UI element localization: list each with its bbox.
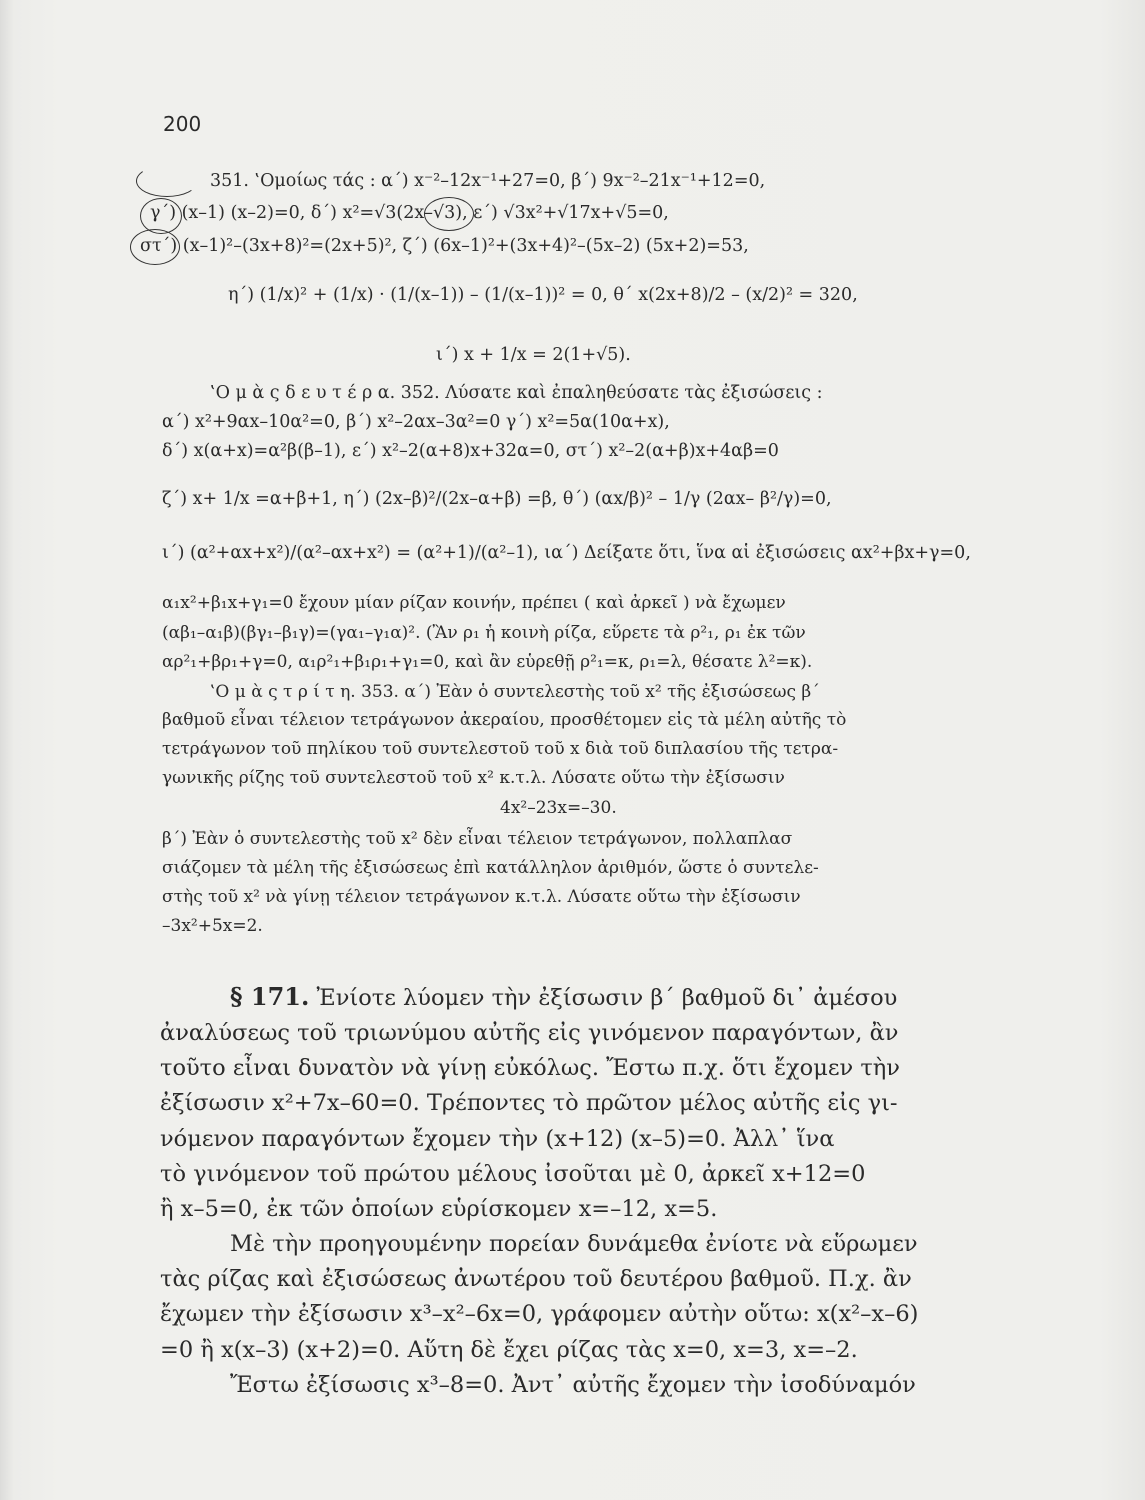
exercise-line: σιάζομεν τὰ μέλη τῆς ἐξισώσεως ἐπὶ κατάλληλον ἀριθμόν, ὥστε ὁ συντελε- xyxy=(162,858,819,878)
section-first-line xyxy=(230,983,1060,1012)
exercise-line: ζ΄) x+ 1/x =α+β+1, η΄) (2x–β)²/(2x–α+β) =β, θ΄) (αx/β)² – 1/γ (2αx– β²/γ)=0, xyxy=(162,489,832,509)
section-line: ἔχωμεν τὴν ἐξίσωσιν x³–x²–6x=0, γράφομεν αὐτὴν οὕτω: x(x²–x–6) xyxy=(160,1301,919,1327)
section-line: τὸ γινόμενον τοῦ πρώτου μέλους ἰσοῦται μὲ 0, ἀρκεῖ x+12=0 xyxy=(160,1161,866,1187)
equation-centered: 4x²–23x=–30. xyxy=(500,798,617,818)
section-line: τὰς ρίζας καὶ ἐξισώσεως ἀνωτέρου τοῦ δευτέρου βαθμοῦ. Π.χ. ἂν xyxy=(160,1266,912,1292)
group-heading-second: ‛Ο μ ὰ ς δ ε υ τ έ ρ α. 352. Λύσατε καὶ ἐπαληθεύσατε τὰς ἐξισώσεις : xyxy=(210,383,823,403)
exercise-line: 351. ‛Ομοίως τάς : α΄) x⁻²–12x⁻¹+27=0, β΄) 9x⁻²–21x⁻¹+12=0, xyxy=(210,171,766,191)
exercise-line: ι΄) x + 1/x = 2(1+√5). xyxy=(436,345,631,365)
page-number: 200 xyxy=(163,112,202,136)
group-heading-third: ‛Ο μ ὰ ς τ ρ ί τ η. 353. α΄) Ἐὰν ὁ συντελεστὴς τοῦ x² τῆς ἐξισώσεως β΄ xyxy=(210,682,820,702)
section-line: ἀναλύσεως τοῦ τριωνύμου αὐτῆς εἰς γινόμενον παραγόντων, ἂν xyxy=(160,1020,899,1046)
exercise-line: β΄) Ἐὰν ὁ συντελεστὴς τοῦ x² δὲν εἶναι τέλειον τετράγωνον, πολλαπλασ xyxy=(162,829,793,849)
exercise-line: –3x²+5x=2. xyxy=(162,916,263,936)
section-line: Ἔστω ἐξίσωσις x³–8=0. Ἀντ᾽ αὐτῆς ἔχομεν τὴν ἰσοδύναμόν xyxy=(230,1372,916,1398)
section-line: ἢ x–5=0, ἐκ τῶν ὁποίων εὑρίσκομεν x=–12, x=5. xyxy=(160,1196,718,1222)
section-line: Μὲ τὴν προηγουμένην πορείαν δυνάμεθα ἐνίοτε νὰ εὕρωμεν xyxy=(230,1231,918,1257)
section-line: τοῦτο εἶναι δυνατὸν νὰ γίνῃ εὐκόλως. Ἔστω π.χ. ὅτι ἔχομεν τὴν xyxy=(160,1055,900,1081)
exercise-line: α΄) x²+9αx–10α²=0, β΄) x²–2αx–3α²=0 γ΄) x²=5α(10α+x), xyxy=(162,412,670,432)
exercise-line: βαθμοῦ εἶναι τέλειον τετράγωνον ἀκεραίου, προσθέτομεν εἰς τὰ μέλη αὐτῆς τὸ xyxy=(162,710,847,730)
exercise-line: δ΄) x(α+x)=α²β(β–1), ε΄) x²–2(α+8)x+32α=0, στ΄) x²–2(α+β)x+4αβ=0 xyxy=(162,441,779,461)
section-line: νόμενον παραγόντων ἔχομεν τὴν (x+12) (x–5)=0. Ἀλλ᾽ ἵνα xyxy=(160,1126,835,1152)
exercise-line: γωνικῆς ρίζης τοῦ συντελεστοῦ τοῦ x² κ.τ.λ. Λύσατε οὕτω τὴν ἐξίσωσιν xyxy=(162,768,785,788)
exercise-line: α₁x²+β₁x+γ₁=0 ἔχουν μίαν ρίζαν κοινήν, πρέπει ( καὶ ἀρκεῖ ) νὰ ἔχωμεν xyxy=(162,593,786,613)
section-line: ἐξίσωσιν x²+7x–60=0. Τρέποντες τὸ πρῶτον μέλος αὐτῆς εἰς γι- xyxy=(160,1090,898,1116)
section-line: =0 ἢ x(x–3) (x+2)=0. Αὕτη δὲ ἔχει ρίζας τὰς x=0, x=3, x=–2. xyxy=(160,1337,858,1363)
exercise-line: (αβ₁–α₁β)(βγ₁–β₁γ)=(γα₁–γ₁α)². (Ἂν ρ₁ ἡ κοινὴ ρίζα, εὕρετε τὰ ρ²₁, ρ₁ ἐκ τῶν xyxy=(162,623,806,643)
exercise-line: ι΄) (α²+αx+x²)/(α²–αx+x²) = (α²+1)/(α²–1), ια΄) Δείξατε ὅτι, ἵνα αἱ ἐξισώσεις αx²+βx+γ=0, xyxy=(162,543,971,563)
exercise-line: στὴς τοῦ x² νὰ γίνῃ τέλειον τετράγωνον κ.τ.λ. Λύσατε οὕτω τὴν ἐξίσωσιν xyxy=(162,887,801,907)
exercise-line: γ΄) (x–1) (x–2)=0, δ΄) x²=√3(2x–√3), ε΄) √3x²+√17x+√5=0, xyxy=(150,203,669,223)
pencil-circle-alpha xyxy=(136,165,198,197)
exercise-line: αρ²₁+βρ₁+γ=0, α₁ρ²₁+β₁ρ₁+γ₁=0, καὶ ἂν εὑρεθῇ ρ²₁=κ, ρ₁=λ, θέσατε λ²=κ). xyxy=(162,652,813,672)
section-mark: § 171. xyxy=(230,982,310,1011)
exercise-line: στ΄) (x–1)²–(3x+8)²=(2x+5)², ζ΄) (6x–1)²+(3x+4)²–(5x–2) (5x+2)=53, xyxy=(140,236,749,256)
exercise-line: τετράγωνον τοῦ πηλίκου τοῦ συντελεστοῦ τοῦ x διὰ τοῦ διπλασίου τῆς τετρα- xyxy=(162,739,839,759)
exercise-line: η΄) (1/x)² + (1/x) · (1/(x–1)) – (1/(x–1))² = 0, θ΄ x(2x+8)/2 – (x/2)² = 320, xyxy=(228,285,858,305)
section-line: Ἐνίοτε λύομεν τὴν ἐξίσωσιν β΄ βαθμοῦ δι᾽ ἀμέσου xyxy=(316,985,898,1011)
